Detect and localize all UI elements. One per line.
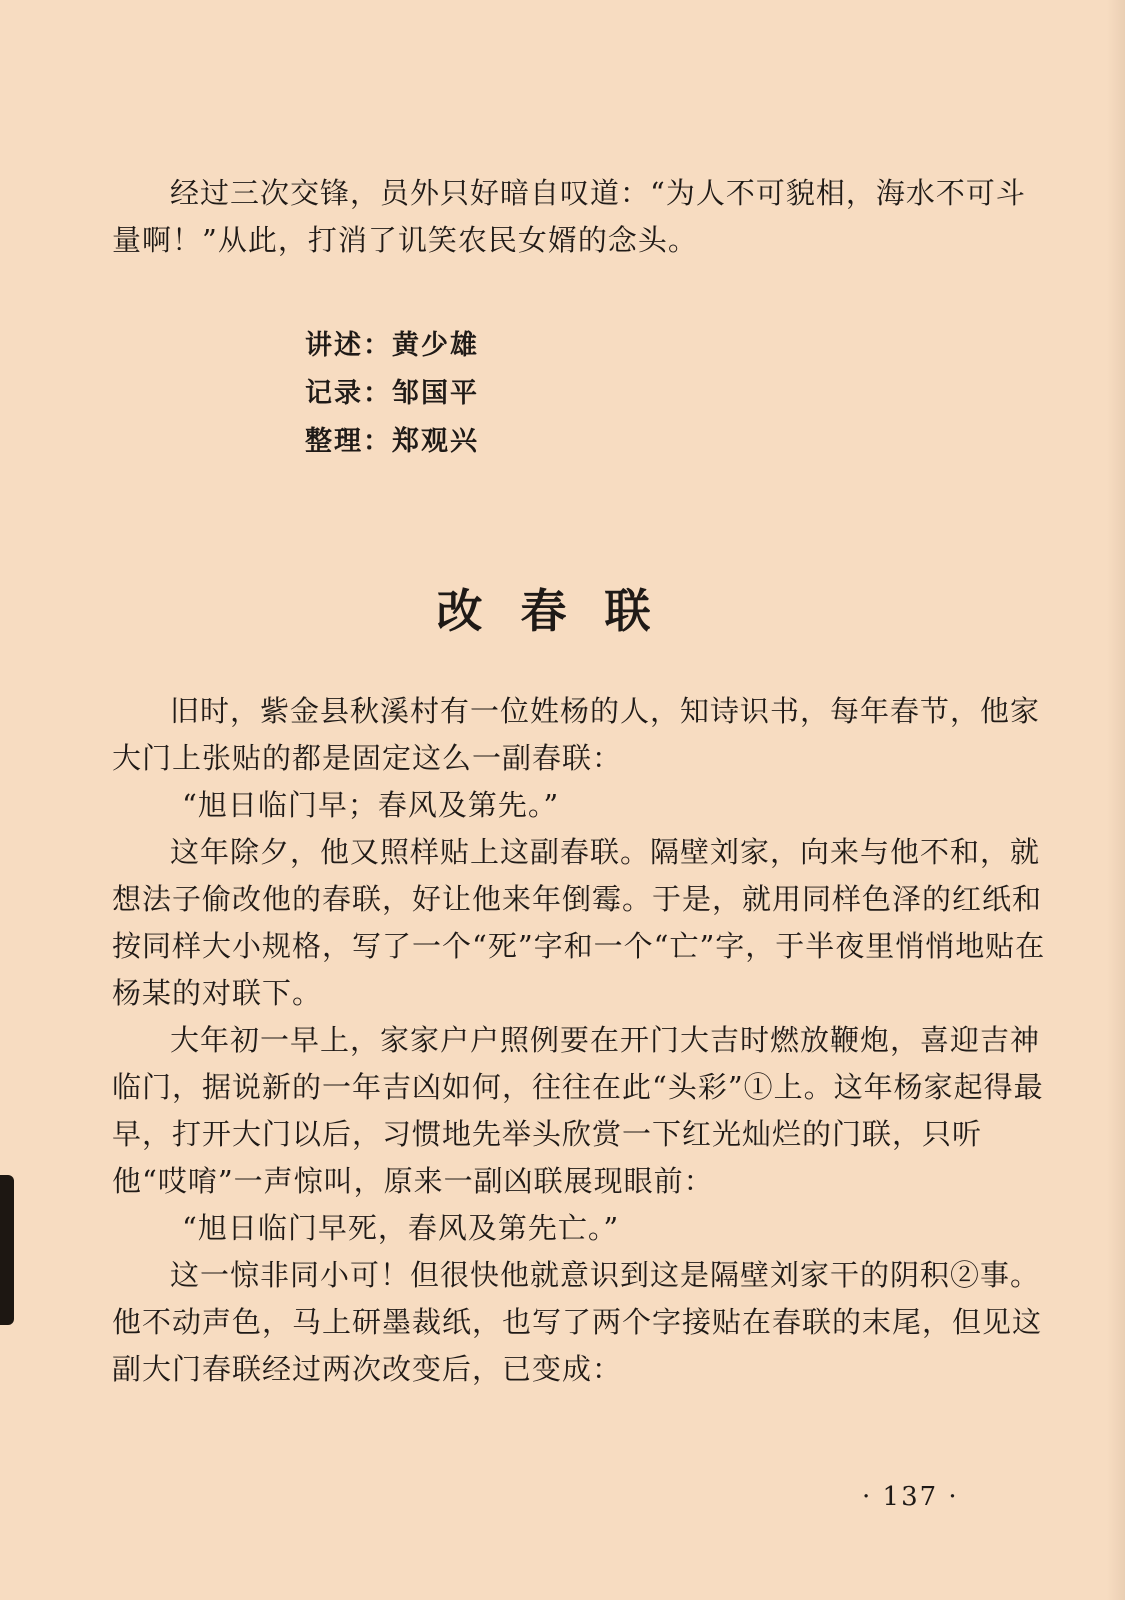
story-paragraph: 这一惊非同小可！但很快他就意识到这是隔壁刘家干的阴积②事。他不动声色，马上研墨裁纸，也写了两个字接贴在春联的末尾，但见这副大门春联经过两次改变后，已变成：	[112, 1258, 1043, 1386]
credit-recorder	[305, 370, 479, 418]
credit-name: 邹国平	[392, 378, 479, 409]
credits-block	[305, 322, 479, 466]
page-edge-shadow	[1107, 0, 1125, 1600]
story-title: 改春联	[436, 584, 689, 638]
page-number: · 137 ·	[862, 1482, 959, 1512]
story-paragraph: 这年除夕，他又照样贴上这副春联。隔壁刘家，向来与他不和，就想法子偷改他的春联，好让他来年倒霉。于是，就用同样色泽的红纸和按同样大小规格，写了一个“死”字和一个“亡”字，于半夜里悄悄地贴在杨某的对联下。	[112, 835, 1046, 1010]
couplet-line: “旭日临门早；春风及第先。”	[182, 788, 560, 822]
credit-narrator	[305, 322, 479, 370]
credit-label: 整理：	[305, 426, 392, 457]
credit-name: 郑观兴	[392, 426, 479, 457]
credit-name: 黄少雄	[392, 330, 479, 361]
credit-label: 记录：	[305, 378, 392, 409]
intro-paragraph: 经过三次交锋，员外只好暗自叹道：“为人不可貌相，海水不可斗量啊！”从此，打消了讥笑农民女婿的念头。	[112, 176, 1026, 257]
torn-margin	[0, 1175, 14, 1325]
credit-label: 讲述：	[305, 330, 392, 361]
couplet-line: “旭日临门早死，春风及第先亡。”	[182, 1211, 620, 1245]
story-paragraph: 大年初一早上，家家户户照例要在开门大吉时燃放鞭炮，喜迎吉神临门，据说新的一年吉凶如何，往往在此“头彩”①上。这年杨家起得最早，打开大门以后，习惯地先举头欣赏一下红光灿烂的门联，只听他“哎唷”一声惊叫，原来一副凶联展现眼前：	[112, 1023, 1044, 1198]
credit-editor	[305, 418, 479, 466]
story-paragraph: 旧时，紫金县秋溪村有一位姓杨的人，知诗识书，每年春节，他家大门上张贴的都是固定这么一副春联：	[112, 694, 1041, 775]
story-body	[112, 688, 1047, 1393]
